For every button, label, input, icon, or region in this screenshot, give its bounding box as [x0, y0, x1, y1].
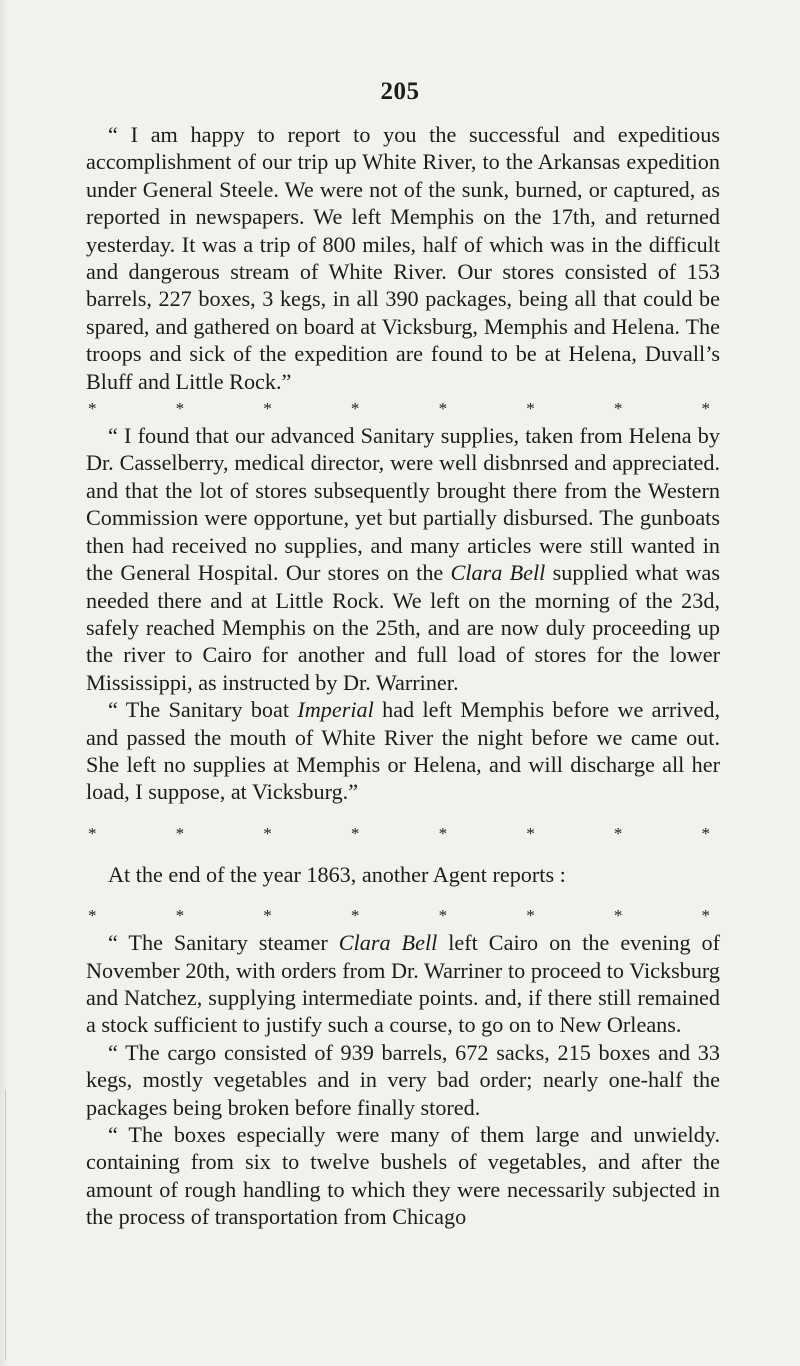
asterisk-mark: * [175, 906, 185, 926]
asterisk-mark: * [613, 906, 623, 926]
italic-vessel-name: Imperial [297, 697, 374, 723]
asterisk-mark: * [263, 399, 272, 419]
section-break-asterisks [86, 820, 720, 847]
asterisk-mark: * [175, 823, 185, 843]
asterisk-mark: * [88, 906, 97, 926]
asterisk-mark: * [263, 823, 272, 843]
paragraph [86, 696, 720, 806]
asterisk-mark: * [438, 399, 448, 419]
paragraph [86, 861, 720, 888]
page-body [86, 121, 720, 1231]
page-number: 205 [380, 78, 420, 105]
paragraph-text: “ The Sanitary boat [108, 697, 298, 723]
asterisk-mark: * [438, 823, 448, 843]
paragraph-text: “ The Sanitary steamer [108, 930, 339, 956]
asterisk-mark: * [701, 823, 710, 843]
paragraph-text: “ I am happy to report to you the successful and expeditious accomplishment of our trip up White River, to the Arkansas expedition under General Steele. We were not of the sunk, burned, or captured, as reported in newspapers. We left Memphis on the 17th, and returned yesterday. It was a trip of 800 miles, half of which was in the difficult and dangerous stream of White River. Our stores consisted of 153 barrels, 227 boxes, 3 kegs, in all 390 packages, being all that could be spared, and gathered on board at Vicksburg, Memphis and Helena. The troops and sick of the expedition are found to be at Helena, Duvall’s Bluff and Little Rock.” [86, 122, 720, 394]
asterisk-mark: * [526, 399, 535, 419]
paragraph-text: left Cairo on the evening of November 20th, with orders from Dr. Warriner to proceed to Vicksburg and Natchez, supplying intermediate points. and, if there still remained a stock sufficient to justify such a course, to go on to New Orleans. [86, 930, 721, 1038]
asterisk-mark: * [263, 906, 272, 926]
section-break-asterisks [86, 395, 720, 422]
paragraph-text: “ I found that our advanced Sanitary supplies, taken from Helena by Dr. Casselberry, medical director, were well disbnrsed and appreciated. and that the lot of stores subsequently brought there from the Western Commission were opportune, yet but partially disbursed. The gunboats then had received no supplies, and many articles were still wanted in the General Hospital. Our stores on the [86, 423, 720, 586]
asterisk-mark: * [88, 823, 97, 843]
paragraph-text: “ The boxes especially were many of them large and unwieldy. containing from six to twelve bushels of vegetables, and after the amount of rough handling to which they were necessarily subjected in the process of transportation from Chicago [86, 1122, 720, 1230]
paragraph-text: “ The cargo consisted of 939 barrels, 672 sacks, 215 boxes and 33 kegs, mostly vegetables and in very bad order; nearly one-half the packages being broken before finally stored. [86, 1039, 720, 1120]
paragraph-text: supplied what was needed there and at Little Rock. We left on the morning of the 23d, safely reached Memphis on the 25th, and are now duly proceeding up the river to Cairo for another and full load of stores for the lower Mississippi, as instructed by Dr. Warriner. [86, 560, 720, 695]
asterisk-mark: * [438, 906, 448, 926]
paragraph [86, 929, 720, 1039]
paragraph [86, 1121, 720, 1231]
asterisk-mark: * [526, 823, 535, 843]
italic-vessel-name: Clara Bell [450, 560, 546, 586]
section-break-asterisks [86, 902, 720, 929]
asterisk-mark: * [613, 399, 623, 419]
page-fold-line [5, 1090, 6, 1360]
asterisk-mark: * [701, 399, 710, 419]
paragraph-text: At the end of the year 1863, another Agent reports : [108, 861, 566, 887]
italic-vessel-name: Clara Bell [338, 930, 438, 956]
asterisk-mark: * [350, 906, 360, 926]
asterisk-mark: * [526, 906, 535, 926]
asterisk-mark: * [88, 399, 97, 419]
asterisk-mark: * [350, 823, 360, 843]
page-edge-shadow [0, 0, 8, 1366]
asterisk-mark: * [701, 906, 710, 926]
paragraph [86, 1039, 720, 1121]
asterisk-mark: * [613, 823, 623, 843]
asterisk-mark: * [350, 399, 360, 419]
paragraph [86, 422, 720, 696]
paragraph-text: had left Memphis before we arrived, and passed the mouth of White River the night before we came out. She left no supplies at Memphis or Helena, and will discharge all her load, I suppose, at Vicksburg.” [86, 697, 720, 805]
asterisk-mark: * [175, 399, 185, 419]
paragraph [86, 121, 720, 395]
